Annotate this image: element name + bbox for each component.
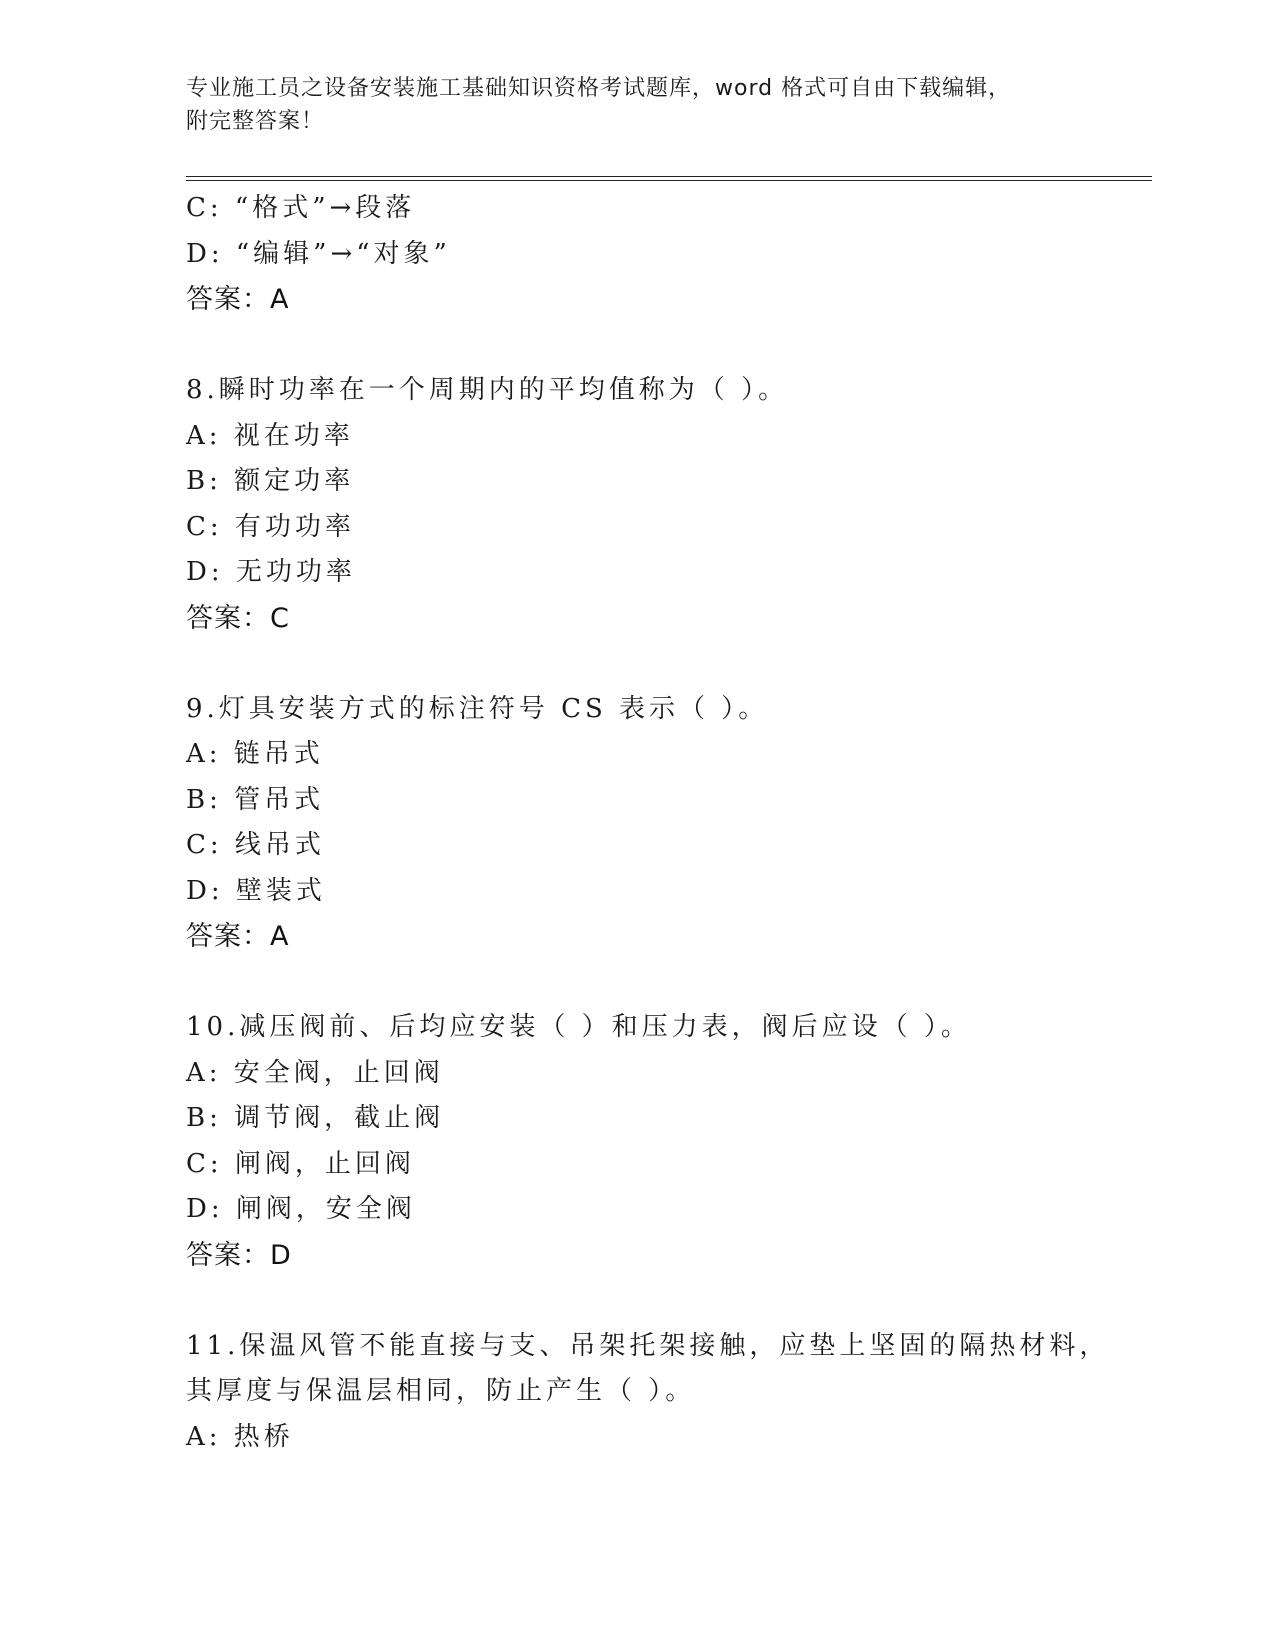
answer-line: 答案：A [186, 284, 290, 315]
question-stem: 10.减压阀前、后均应安装（ ）和压力表，阀后应设（ ）。 [186, 1012, 971, 1042]
option-a: A: 视在功率 [186, 420, 354, 451]
option-c: C: 有功功率 [186, 511, 355, 542]
question-stem-line-1: 11.保温风管不能直接与支、吊架托架接触，应垫上坚固的隔热材料， [186, 1330, 1110, 1361]
option-a: A: 热桥 [186, 1421, 294, 1452]
option-b: B: 管吊式 [186, 784, 325, 815]
question-7-continued [186, 186, 1086, 323]
page-header [186, 72, 1066, 138]
question-10 [186, 1005, 1086, 1278]
spacer [186, 641, 1086, 687]
header-title-line-1: 专业施工员之设备安装施工基础知识资格考试题库，word 格式可自由下载编辑， [186, 76, 1012, 101]
spacer [186, 1278, 1086, 1324]
option-c: C: 闸阀，止回阀 [186, 1148, 415, 1179]
spacer [186, 323, 1086, 369]
answer-line: 答案：A [186, 921, 290, 952]
answer-line: 答案：C [186, 602, 290, 634]
question-stem: 8.瞬时功率在一个周期内的平均值称为（ ）。 [186, 375, 789, 405]
question-9 [186, 687, 1086, 960]
spacer [186, 960, 1086, 1006]
header-title-line-2: 附完整答案！ [186, 109, 325, 134]
option-a: A: 安全阀，止回阀 [186, 1057, 444, 1088]
option-d: D: 无功功率 [186, 557, 356, 587]
option-c: C: “格式”→段落 [186, 193, 416, 223]
question-11 [186, 1324, 1110, 1461]
option-b: B: 调节阀，截止阀 [186, 1103, 445, 1133]
option-d: D: “编辑”→“对象” [186, 238, 451, 269]
question-stem-line-2: 其厚度与保温层相同，防止产生（ ）。 [186, 1376, 696, 1406]
option-a: A: 链吊式 [186, 739, 324, 769]
answer-line: 答案：D [186, 1239, 292, 1271]
question-8 [186, 368, 1086, 641]
question-list [186, 186, 1110, 1460]
option-b: B: 额定功率 [186, 466, 355, 496]
header-double-rule [186, 176, 1152, 181]
option-c: C: 线吊式 [186, 830, 325, 860]
question-stem: 9.灯具安装方式的标注符号 CS 表示（ ）。 [186, 693, 769, 724]
option-d: D: 闸阀，安全阀 [186, 1194, 416, 1224]
option-d: D: 壁装式 [186, 875, 326, 906]
